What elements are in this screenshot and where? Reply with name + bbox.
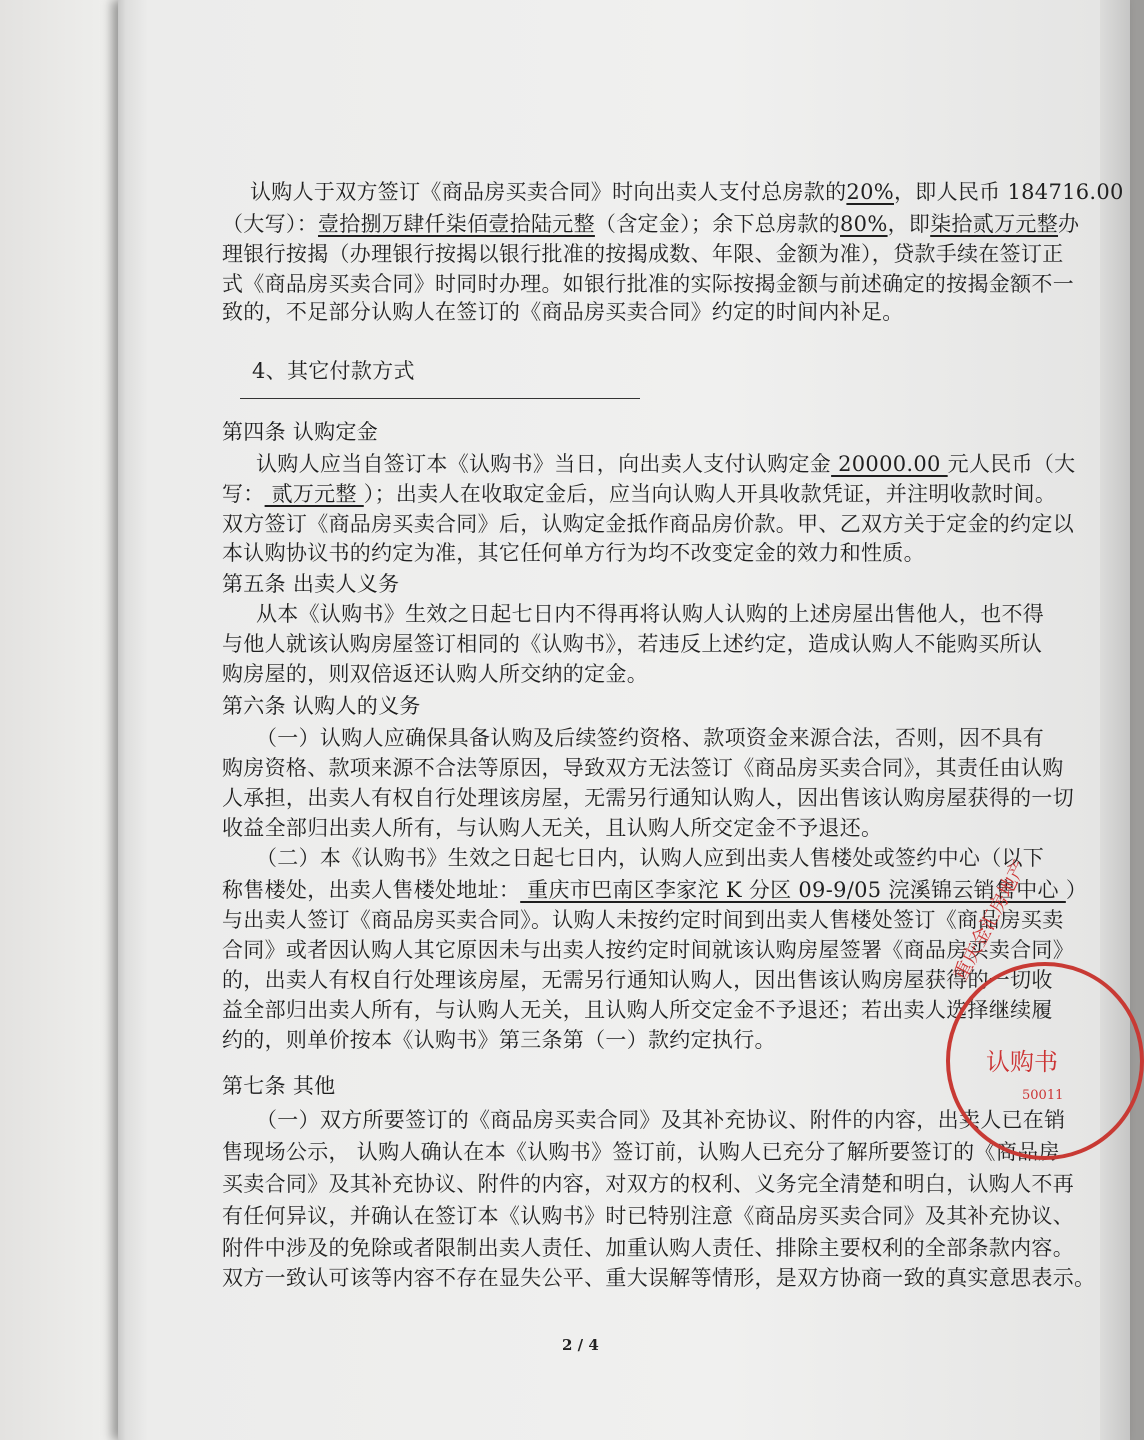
other-payment-heading: 4、其它付款方式: [252, 359, 415, 383]
art6-2-line-3: 与出卖人签订《商品房买卖合同》。认购人未按约定时间到出卖人售楼处签订《商品房买卖: [222, 908, 1064, 932]
art4-line-2: [222, 478, 1056, 508]
text: 写：: [222, 482, 265, 506]
art7-1-line-4: 有任何异议，并确认在签订本《认购书》时已特别注意《商品房买卖合同》及其补充协议、: [222, 1204, 1074, 1228]
art6-2-line-1: （二）本《认购书》生效之日起七日内，认购人应到出卖人售楼处或签约中心（以下: [256, 846, 1045, 870]
p3-line-2: [222, 208, 1079, 238]
down-payment-percent: 20%: [846, 180, 894, 204]
article-7-title: 第七条 其他: [222, 1074, 336, 1098]
art5-line-2: 与他人就该认购房屋签订相同的《认购书》，若违反上述约定，造成认购人不能购买所认: [222, 632, 1043, 656]
art4-line-3: 双方签订《商品房买卖合同》后，认购定金抵作商品房价款。甲、乙双方关于定金的约定以: [222, 512, 1074, 536]
art7-1-line-5: 附件中涉及的免除或者限制出卖人责任、加重认购人责任、排除主要权利的全部条款内容。: [222, 1236, 1074, 1260]
deposit-amount-cn: 贰万元整: [264, 482, 364, 506]
art6-1-line-4: 收益全部归出卖人所有，与认购人无关，且认购人所交定金不予退还。: [222, 816, 883, 840]
art7-1-line-2: 售现场公示， 认购人确认在本《认购书》签订前，认购人已充分了解所要签订的《商品房: [222, 1140, 1060, 1164]
seal-title: 认购书: [986, 1048, 1058, 1076]
text: ，即: [887, 212, 931, 236]
article-5-title: 第五条 出卖人义务: [222, 572, 400, 596]
art7-1-line-6: 双方一致认可该等内容不存在显失公平、重大误解等情形，是双方协商一致的真实意思表示。: [222, 1266, 1096, 1290]
text: （大写）：: [222, 212, 318, 236]
art7-1-line-1: （一）双方所要签订的《商品房买卖合同》及其补充协议、附件的内容，出卖人已在销: [256, 1108, 1066, 1132]
down-payment-amount-cn: 壹拾捌万肆仟柒佰壹拾陆元整: [318, 212, 595, 236]
p3-line-3: 理银行按揭（办理银行按揭以银行批准的按揭成数、年限、金额为准），贷款手续在签订正: [222, 242, 1064, 266]
art7-1-line-3: 买卖合同》及其补充协议、附件的内容，对双方的权利、义务完全清楚和明白，认购人不再: [222, 1172, 1074, 1196]
art6-1-line-2: 购房资格、款项来源不合法等原因，导致双方无法签订《商品房买卖合同》，其责任由认购: [222, 756, 1064, 780]
deposit-amount: 20000.00: [831, 452, 948, 476]
text: ）；出卖人在收取定金后，应当向认购人开具收款凭证，并注明收款时间。: [363, 482, 1057, 506]
blank-rule: [240, 398, 640, 399]
p3-line-1: [250, 176, 1124, 206]
text: 认购人于双方签订《商品房买卖合同》时向出卖人支付总房款的: [250, 180, 847, 204]
art6-2-line-2: [222, 874, 1087, 904]
page-number: 2 / 4: [562, 1336, 599, 1354]
art6-1-line-3: 人承担，出卖人有权自行处理该房屋，无需另行通知认购人，因出售该认购房屋获得的一切: [222, 786, 1074, 810]
art5-line-3: 购房屋的，则双倍返还认购人所交纳的定金。: [222, 662, 648, 686]
text: 元人民币（大: [947, 452, 1076, 476]
text: 认购人应当自签订本《认购书》当日，向出卖人支付认购定金: [256, 452, 832, 476]
text: ，即人民币 184716.00: [893, 180, 1124, 204]
art5-line-1: 从本《认购书》生效之日起七日内不得再将认购人认购的上述房屋出售他人，也不得: [256, 602, 1045, 626]
text: ）: [1065, 878, 1088, 902]
page-edge: [1100, 0, 1130, 1440]
sales-office-address: 重庆市巴南区李家沱 K 分区 09-9/05 浣溪锦云销售中心: [520, 878, 1066, 902]
art4-line-1: [256, 448, 1075, 478]
art6-2-line-7: 约的，则单价按本《认购书》第三条第（一）款约定执行。: [222, 1028, 776, 1052]
seal-arc-text: 重庆金汇房地产: [949, 856, 1032, 985]
loan-percent: 80%: [840, 212, 888, 236]
text: 办: [1058, 212, 1080, 236]
p3-line-4: 式《商品房买卖合同》时同时办理。如银行批准的实际按揭金额与前述确定的按揭金额不一: [222, 272, 1074, 296]
article-6-title: 第六条 认购人的义务: [222, 694, 421, 718]
text: 称售楼处，出卖人售楼处地址：: [222, 878, 521, 902]
p3-line-5: 致的，不足部分认购人在签订的《商品房买卖合同》约定的时间内补足。: [222, 300, 904, 324]
art4-line-4: 本认购协议书的约定为准，其它任何单方行为均不改变定金的效力和性质。: [222, 541, 925, 565]
art6-2-line-4: 合同》或者因认购人其它原因未与出卖人按约定时间就该认购房屋签署《商品房买卖合同》: [222, 938, 1074, 962]
loan-amount-cn: 柒拾贰万元整: [930, 212, 1059, 236]
art6-1-line-1: （一）认购人应确保具备认购及后续签约资格、款项资金来源合法，否则，因不具有: [256, 726, 1045, 750]
seal-code: 50011: [1022, 1088, 1064, 1103]
art6-2-line-6: 益全部归出卖人所有，与认购人无关，且认购人所交定金不予退还；若出卖人选择继续履: [222, 998, 1053, 1022]
article-4-title: 第四条 认购定金: [222, 420, 379, 444]
text: （含定金）；余下总房款的: [594, 212, 841, 236]
art6-2-line-5: 的，出卖人有权自行处理该房屋，无需另行通知认购人，因出售该认购房屋获得的一切收: [222, 968, 1053, 992]
